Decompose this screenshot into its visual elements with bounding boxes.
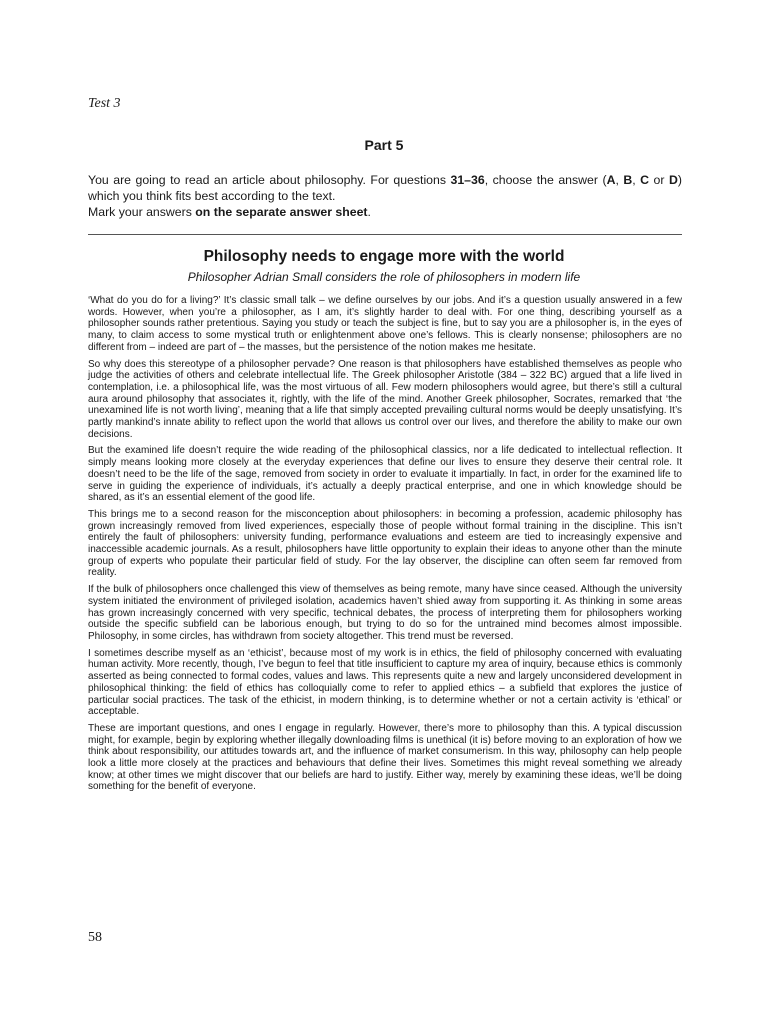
article-paragraph: These are important questions, and ones I engage in regularly. However, there’s more to philosophy than this. A typical discussion might, for example, begin by exploring whether illegally downloading films is unethical (it is) before moving to an exploration of how we think about responsibility, our attitudes towards art, and the influence of market consumerism. In this way, philosophy can help people look a little more closely at the practices and behaviours that define their lives. Sometimes this might reveal something we already know; at other times we might discover that our beliefs are hard to justify. Either way, merely by examining these ideas, we’ll be doing something for the benefit of everyone.: [88, 722, 682, 793]
article-paragraph: So why does this stereotype of a philosopher pervade? One reason is that philosophers have established themselves as people who judge the activities of others and celebrate intellectual life. The Greek philosopher Aristotle (384 – 322 BC) argued that a life lived in contemplation, i.e. a philosophical life, was the most virtuous of all. Few modern philosophers would agree, but there’s still a cultural aura around philosophy that associates it, rightly, with the life of the mind. Another Greek philosopher, Socrates, remarked that ‘the unexamined life is not worth living’, meaning that a life that simply accepted prevailing cultural norms would be deeply unsatisfying. It’s partly mankind’s innate ability to reflect upon the world that allows us control over our lives, and therefore the ability to make our own decisions.: [88, 358, 682, 440]
article-body: [88, 295, 682, 798]
part-title: Part 5: [364, 137, 404, 153]
article-title: Philosophy needs to engage more with the world: [203, 248, 565, 265]
section-divider: [88, 234, 682, 235]
instructions-line-2: Mark your answers on the separate answer sheet.: [88, 205, 371, 219]
article-subtitle: Philosopher Adrian Small considers the role of philosophers in modern life: [187, 270, 581, 284]
instructions-line-1: You are going to read an article about philosophy. For questions 31–36, choose the answer (A, B, C or D) which you think fits best according to the text.: [88, 173, 682, 203]
article-paragraph: ‘What do you do for a living?’ It’s classic small talk – we define ourselves by our jobs. And it’s a question usually answered in a few words. However, when you’re a philosopher, as I am, it’s slightly harder to deal with. For one thing, describing yourself as a philosopher sounds rather pretentious. Saying you study or teach the subject is fine, but to say you are a philosopher is, in the eyes of many, to claim access to some mystical truth or enlightenment above one’s fellows. This is clearly nonsense; philosophers are no different from – indeed are part of – the masses, but the persistence of the notion makes me hesitate.: [88, 295, 682, 353]
article-paragraph: This brings me to a second reason for the misconception about philosophers: in becoming a profession, academic philosophy has grown increasingly removed from lived experiences, especially those of people without formal training in the discipline. This isn’t entirely the fault of philosophers: university funding, performance evaluations and esteem are tied to increasingly expensive and inaccessible academic journals. As a result, philosophers have little opportunity to explain their ideas to anyone other than the minute group of experts who populate their particular field of study. For the lay observer, the discipline can often seem far removed from reality.: [88, 508, 682, 579]
article-paragraph: But the examined life doesn’t require the wide reading of the philosophical classics, nor a life dedicated to intellectual reflection. It simply means looking more closely at the everyday experiences that define our lives to ensure they deserve their central role. It doesn’t need to be the life of the sage, removed from society in order to evaluate it impartially. In fact, in order for the examined life to serve in guiding the experience of individuals, it’s actually a deeply practical enterprise, and one in which knowledge should be shared, as it’s an essential element of the good life.: [88, 445, 682, 504]
page-number: 58: [88, 930, 102, 945]
test-label: Test 3: [88, 96, 121, 111]
article-paragraph: If the bulk of philosophers once challenged this view of themselves as being remote, many have since ceased. Although the university system initiated the environment of privileged isolation, academics haven’t shied away from supporting it. As thinking in some areas has grown increasingly concerned with very specific, technical debates, the process of interpreting them for philosophers working outside the specific subfield can be laborious enough, but trying to do so for the untrained mind becomes almost impossible. Philosophy, in some circles, has withdrawn from society altogether. This trend must be reversed.: [88, 584, 682, 642]
instructions: [88, 172, 682, 220]
article-paragraph: I sometimes describe myself as an ‘ethicist’, because most of my work is in ethics, the field of philosophy concerned with evaluating human activity. More recently, though, I’ve begun to feel that title insufficient to capture my area of inquiry, because ethics is commonly asserted as being connected to formal codes, values and laws. This represents quite a new and largely unconsidered development in philosophical thinking: the field of ethics has colloquially come to refer to applied ethics – a subfield that explores the justice of particular social practices. The task of the ethicist, in modern thinking, is to determine whether or not a certain activity is ‘ethical’ or acceptable.: [88, 647, 682, 718]
